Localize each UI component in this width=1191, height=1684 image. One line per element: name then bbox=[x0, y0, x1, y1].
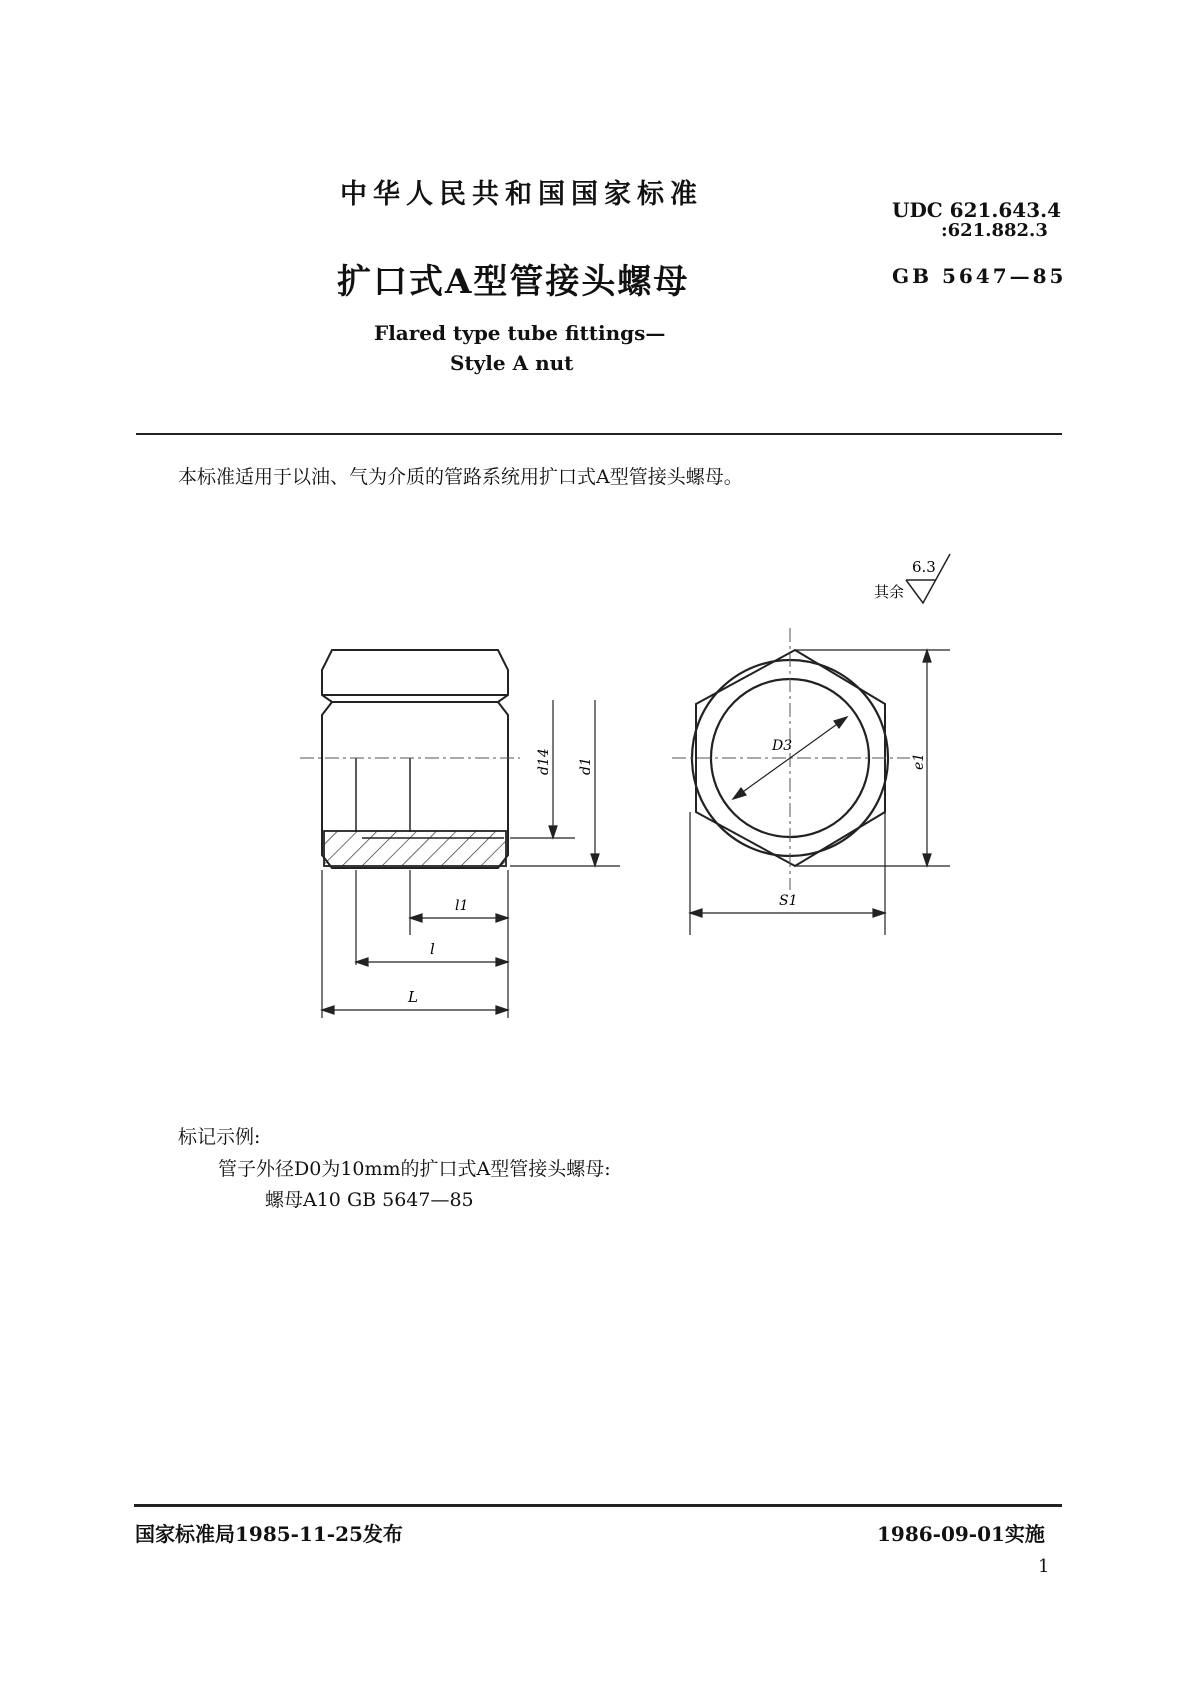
roughness-value: 6.3 bbox=[912, 558, 936, 576]
standard-title-cn: 扩口式A型管接头螺母 bbox=[337, 262, 690, 302]
standard-org-title: 中华人民共和国国家标准 bbox=[340, 179, 703, 210]
dim-d14-label: d14 bbox=[536, 748, 552, 775]
footer-divider bbox=[134, 1504, 1062, 1507]
marking-example-line2: 螺母A10 GB 5647—85 bbox=[265, 1189, 474, 1211]
effective-date: 1986-09-01实施 bbox=[877, 1522, 1045, 1546]
dim-l1-label: l1 bbox=[455, 898, 469, 914]
dim-D3-label: D3 bbox=[772, 738, 793, 754]
nut-side-section-view bbox=[322, 650, 508, 868]
surface-roughness-symbol bbox=[874, 554, 950, 603]
dim-d1-label: d1 bbox=[578, 757, 594, 775]
standard-title-en-line2: Style A nut bbox=[450, 351, 574, 375]
dim-e1-label: e1 bbox=[911, 752, 927, 770]
issue-date: 国家标准局1985-11-25发布 bbox=[135, 1522, 403, 1546]
marking-example-title: 标记示例: bbox=[178, 1126, 261, 1148]
scope-text: 本标准适用于以油、气为介质的管路系统用扩口式A型管接头螺母。 bbox=[178, 466, 743, 488]
page-number: 1 bbox=[1038, 1556, 1050, 1577]
gb-code: GB 5647—85 bbox=[892, 264, 1067, 288]
dim-S1-label: S1 bbox=[779, 893, 798, 909]
right-dimension-lines bbox=[690, 650, 950, 935]
udc-code-line1: UDC 621.643.4 bbox=[892, 198, 1062, 222]
dim-l-label: l bbox=[430, 940, 435, 958]
udc-code-line2: :621.882.3 bbox=[941, 220, 1048, 241]
roughness-label: 其余 bbox=[874, 583, 905, 601]
marking-example-line1: 管子外径D0为10mm的扩口式A型管接头螺母: bbox=[218, 1158, 611, 1180]
standard-title-en-line1: Flared type tube fittings— bbox=[374, 321, 666, 345]
dim-L-label: L bbox=[408, 988, 418, 1006]
